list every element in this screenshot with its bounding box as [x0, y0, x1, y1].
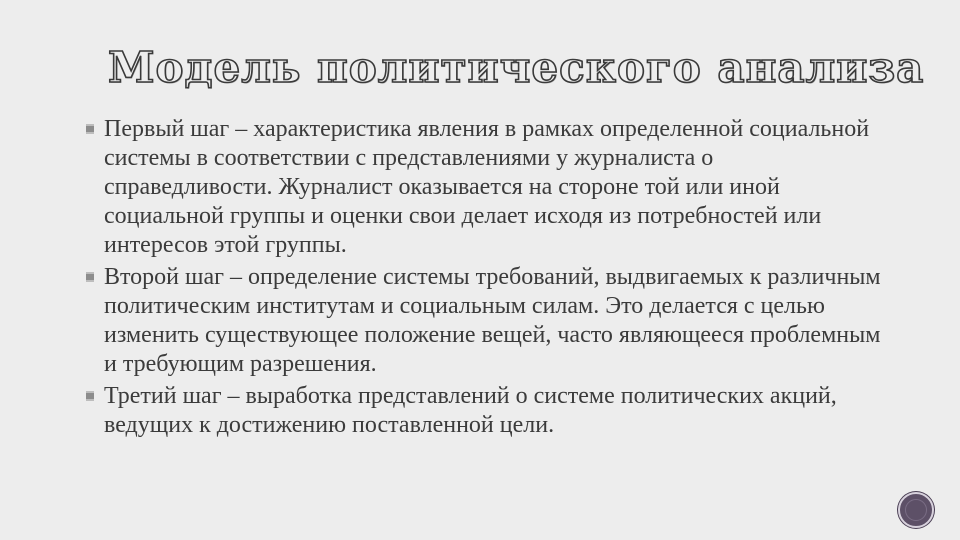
- slide-title: Модель политического анализа: [108, 43, 925, 92]
- bullet-list: [86, 115, 886, 443]
- bullet-item-1: [86, 115, 886, 260]
- bullet-item-2: [86, 263, 886, 379]
- bullet-item-3: [86, 382, 886, 440]
- square-bullet-icon: [86, 124, 94, 134]
- bullet-text: Третий шаг – выработка представлений о системе политических акций, ведущих к достижению поставленной цели.: [104, 383, 837, 438]
- square-bullet-icon: [86, 272, 94, 282]
- bullet-text: Первый шаг – характеристика явления в рамках определенной социальной системы в соответствии с представлениями у журналиста о справедливости. Журналист оказывается на стороне той или иной социальной группы и оценки свои делает исходя из потребностей или интересов этой группы.: [104, 116, 870, 258]
- bullet-text: Второй шаг – определение системы требований, выдвигаемых к различным политическим институтам и социальным силам. Это делается с целью изменить существующее положение вещей, часто являющееся проблемным и требующим разрешения.: [104, 264, 881, 377]
- page-circle-icon[interactable]: [898, 492, 934, 528]
- page-circle-ring: [905, 499, 927, 521]
- square-bullet-icon: [86, 391, 94, 401]
